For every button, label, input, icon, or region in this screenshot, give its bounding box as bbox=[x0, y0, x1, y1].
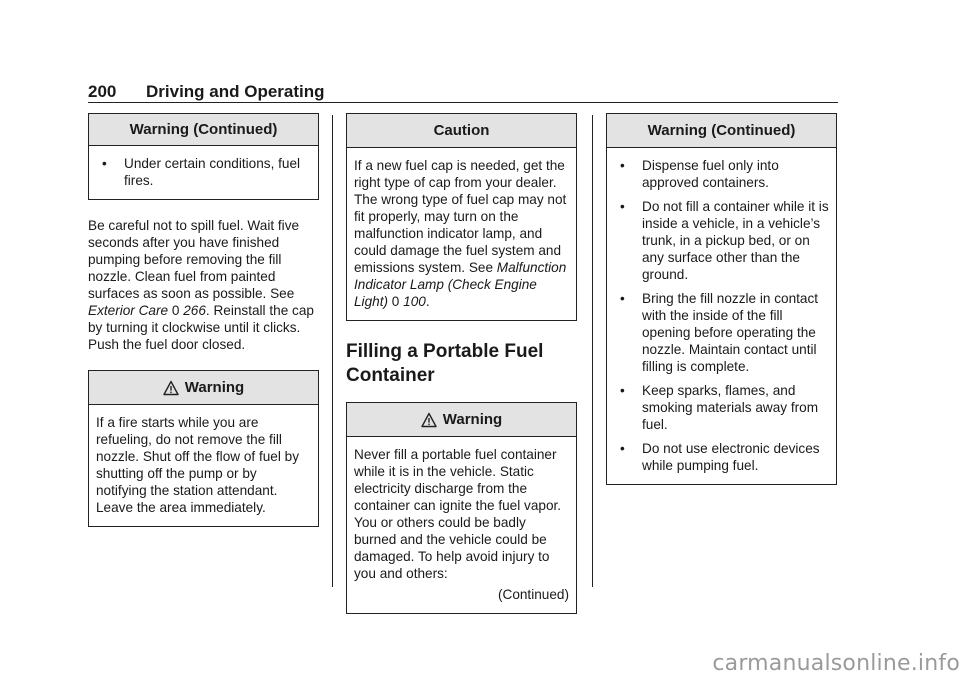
exterior-care-link[interactable]: Exterior Care bbox=[88, 303, 169, 318]
warning-header-2 bbox=[347, 403, 576, 437]
bullet-item bbox=[614, 157, 829, 191]
warning-box bbox=[88, 370, 319, 527]
bullet-item bbox=[614, 382, 829, 433]
bullet-icon: • bbox=[102, 156, 107, 171]
warning-continued-box bbox=[88, 113, 319, 200]
warning-triangle-icon bbox=[163, 380, 179, 396]
warning-triangle-icon bbox=[421, 412, 437, 428]
caution-text: If a new fuel cap is needed, get the right type of cap from your dealer. The wrong type of fuel cap may not fit properly, may turn on the malfunction indicator lamp, and could damage the fuel system and emissions system. See bbox=[354, 158, 567, 275]
page-ref-icon: 0 bbox=[171, 303, 180, 318]
column-2 bbox=[346, 113, 577, 614]
warning-continued-title-3: Warning (Continued) bbox=[607, 114, 836, 148]
section-heading: Filling a Portable Fuel Container bbox=[346, 341, 544, 386]
bullet-item bbox=[614, 198, 829, 283]
watermark-footer: carmanualsonline.info bbox=[712, 651, 960, 676]
bullet-text: Bring the fill nozzle in contact with the inside of the fill opening before operating the nozzle. Maintain contact until filling is complete. bbox=[642, 291, 819, 374]
column-1 bbox=[88, 113, 319, 527]
header-rule bbox=[88, 102, 838, 103]
warning-continued-body bbox=[89, 146, 318, 199]
warning-header bbox=[89, 371, 318, 405]
bullet-item bbox=[96, 155, 311, 189]
bullet-icon: • bbox=[620, 441, 625, 456]
bullet-icon: • bbox=[620, 199, 625, 214]
mil-page[interactable]: 100 bbox=[403, 294, 426, 309]
bullet-icon: • bbox=[620, 291, 625, 306]
column-divider-1 bbox=[332, 115, 333, 587]
warning-continued-box-3 bbox=[606, 113, 837, 485]
mil-link[interactable]: Malfunction Indicator Lamp (Check Engine Light) bbox=[354, 260, 567, 309]
bullet-text: Keep sparks, flames, and smoking materials away from fuel. bbox=[642, 383, 819, 432]
bullet-item bbox=[614, 440, 829, 474]
bullet-text: Under certain conditions, fuel fires. bbox=[124, 156, 301, 188]
bullet-text: Dispense fuel only into approved containers. bbox=[642, 158, 779, 190]
column-divider-2 bbox=[592, 115, 593, 587]
warning-title-2: Warning bbox=[442, 411, 503, 428]
caution-title: Caution bbox=[347, 114, 576, 148]
bullet-text: Do not fill a container while it is inside a vehicle, in a vehicle’s trunk, in a pickup bed, or on any surface other than the ground. bbox=[642, 199, 829, 282]
paragraph-text-end: . Reinstall the cap by turning it clockwise until it clicks. Push the fuel door closed. bbox=[88, 303, 314, 352]
caution-box bbox=[346, 113, 577, 321]
caution-text-end: . bbox=[425, 294, 430, 309]
bullet-icon: • bbox=[620, 383, 625, 398]
page-ref-icon: 0 bbox=[391, 294, 400, 309]
caution-body bbox=[347, 148, 576, 320]
page-header bbox=[88, 82, 325, 102]
section-title-header: Driving and Operating bbox=[146, 82, 325, 101]
column-3 bbox=[606, 113, 837, 485]
bullet-item bbox=[614, 290, 829, 375]
bullet-text: Do not use electronic devices while pumping fuel. bbox=[642, 441, 820, 473]
page-number: 200 bbox=[88, 82, 117, 101]
warning-title: Warning bbox=[184, 379, 245, 396]
bullet-icon: • bbox=[620, 158, 625, 173]
warning-continued-list bbox=[607, 148, 836, 484]
paragraph-text: Be careful not to spill fuel. Wait five seconds after you have finished pumping before removing the fill nozzle. Clean fuel from painted surfaces as soon as possible. See bbox=[88, 218, 300, 301]
warning-continued-title: Warning (Continued) bbox=[89, 114, 318, 146]
warning-body-text: Never fill a portable fuel container while it is in the vehicle. Static electricity discharge from the container can ignite the fuel vapor. You or others could be badly burned and the vehicle could be damaged. To help avoid injury to you and others: bbox=[354, 447, 562, 581]
continued-label: (Continued) bbox=[497, 587, 569, 602]
warning-body: If a fire starts while you are refueling, do not remove the fill nozzle. Shut off the flow of fuel by shutting off the pump or by notifying the station attendant. Leave the area immediately. bbox=[96, 415, 300, 515]
exterior-care-page[interactable]: 266 bbox=[183, 303, 206, 318]
warning-body-2 bbox=[347, 437, 576, 613]
fuel-spill-paragraph bbox=[88, 217, 319, 353]
warning-box-2 bbox=[346, 402, 577, 614]
